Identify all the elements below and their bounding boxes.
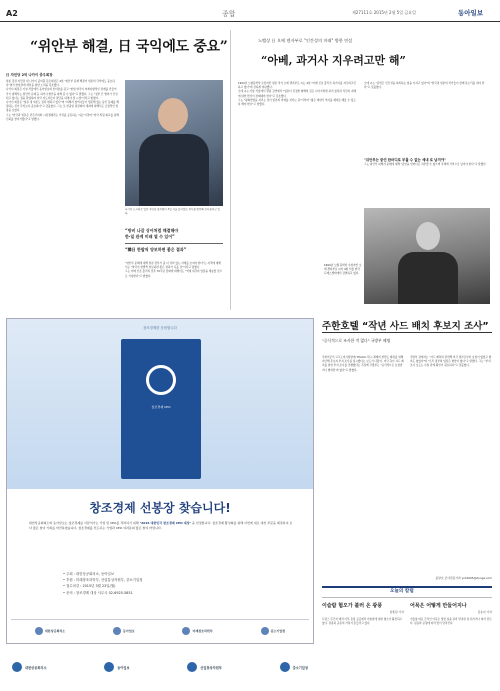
emblem-icon bbox=[146, 365, 176, 395]
sponsor-name: 대한상공회의소 bbox=[25, 665, 47, 670]
pull-quote-line: 한·일 관계 미래 열 수 있어” bbox=[125, 233, 175, 239]
list-item: • 문의 : 창조경제 대상 사무국 02-6925-5851 bbox=[63, 590, 133, 595]
paragraph: 그는 위안부 피해자 문제에 대해 "증언을 한마디로 치부할 수 없으며 후세에 기억으로 남겨야 한다"고 말했다. bbox=[364, 163, 487, 166]
sponsor-logo bbox=[12, 662, 47, 672]
advertisement bbox=[6, 318, 314, 644]
divider bbox=[125, 243, 223, 244]
ad-details-list bbox=[63, 571, 283, 596]
sponsor-logo bbox=[182, 627, 212, 635]
paragraph: 1994년 노벨문학상 수상자인 일본 작가 오에 겐자부로 씨는 4일 "아베 신조 총리가 과거사를 지우려고만 하고 있다"며 강하게 비판했다. bbox=[238, 82, 356, 90]
sponsor-name: 대한상공회의소 bbox=[44, 628, 66, 633]
paragraph: 일본 집권 자민당 대 나카이 중의원 원로회장은 4일 "위안부 문제 해결이 일본의 국익에도 중요하다"면서 한일관계 개선을 위한 노력을 강조했다. bbox=[6, 80, 115, 88]
photo-caption: 1994년 노벨 문학상 수상자인 오에 겐자부로 씨가 4일 서울 한국프레스센터에서 강연하고 있다. bbox=[324, 264, 362, 275]
sponsor-name: 중소기업청 bbox=[292, 665, 308, 670]
article2-column-1 bbox=[238, 82, 356, 107]
sponsor-logo bbox=[113, 627, 135, 635]
pull-quote bbox=[125, 228, 223, 252]
article3-headline: 주한호텔 “작년 사드 배치 후보지 조사” bbox=[322, 321, 489, 332]
pull-quote-line: “방비 나갈 상어처럼 해결해야 bbox=[125, 228, 179, 233]
ad-banner bbox=[7, 319, 313, 489]
paragraph: 오에 씨는 "문학은 인간성을 회복하는 힘을 가지고 있다"며 "한국과 일본의 작가들이 함께 목소리를 내야 한다"고 덧붙였다. bbox=[364, 82, 485, 90]
sponsor-icon bbox=[187, 662, 197, 672]
column2-title: 어묵은 어떻게 만들어지나 bbox=[410, 603, 467, 609]
sponsor-name: 산업통상자원부 bbox=[200, 665, 222, 670]
sponsor-icon bbox=[35, 627, 43, 635]
paragraph: 국방부 관계자는 "사드 배치와 관련해 미국 정부로부터 요청이 없었고 협의도 없었다"며 "우리 정부의 입장은 변함이 없다"고 말했다. 그는 "부지 조사 보도는 사실 관계 확인이 필요하다"고 덧붙였다. bbox=[410, 356, 492, 368]
column-section-label: 오늘의 칼럼 bbox=[390, 589, 414, 594]
ad-intro: 대한상공회의소와 동아일보는 창조경제를 이끌어가는 기업 및 CEO를 격려하기 위해 bbox=[29, 521, 139, 525]
sponsor-logo bbox=[261, 627, 286, 635]
divider bbox=[322, 332, 492, 333]
sponsor-name: 동아일보 bbox=[117, 665, 130, 670]
sponsor-icon bbox=[12, 662, 22, 672]
paragraph: 나카이 회장은 이날 서울에서 동아일보와 인터뷰를 갖고 "한일 양국이 미래지향적인 관계를 만들어 가기 위해서는 위안부 문제 등 과거사 현안을 피해 갈 수 없다"고 말했다. 그는 "정부 간 협의가 진전되고 있다는 점을 환영하며 양국 지도자들이 결단을 내려야 할 시점"이라고 밝혔다. bbox=[6, 88, 118, 100]
article2-subhead-block bbox=[364, 158, 490, 167]
article3-column-1 bbox=[322, 356, 404, 373]
emblem-caption: 창조경제 CEO bbox=[151, 405, 171, 409]
article1-column-1 bbox=[6, 80, 119, 122]
article2-kicker: 노벨상 日 오에 겐자부로 "인간성의 미래" 방한 연설 bbox=[258, 38, 353, 43]
sponsor-icon bbox=[261, 627, 269, 635]
paragraph: 나카이 회장은 "일본 내 여론도 점차 변하고 있다"며 "피해자 할머니들이 생존해 있는 동안 문제를 해결하는 것이 무엇보다 중요하다"고 덧붙였다. 그는 또 한중일 정상회의 개최에 대해서도 긍정적인 입장을 보였다. bbox=[6, 101, 119, 113]
column1-body: 프랑스 주간지 테러 이후 유럽 곳곳에서 이슬람에 대한 혐오가 확산되고 있다. 관용과 공존의 가치가 흔들리고 있다. bbox=[322, 618, 403, 626]
article1-headline: “위안부 해결, 日 국익에도 중요” bbox=[30, 39, 228, 55]
sponsor-strip bbox=[6, 648, 314, 686]
list-item: • 접수마감 : 2015년 3월 23일(월) bbox=[63, 584, 116, 589]
ad-intro-2: 을 선정합니다. 창조경제 활성화를 위해 이번에 새로 대상 부문을 제정하여 보다 많은 참여 기회를 마련하였습니다. 창조경제를 선도하는 기업과 CEO 여러분의 많은 참여 바랍니다. bbox=[29, 521, 293, 530]
sponsor-icon bbox=[104, 662, 114, 672]
article1-column-2 bbox=[125, 262, 223, 279]
sponsor-icon bbox=[182, 627, 190, 635]
sponsor-icon bbox=[280, 662, 290, 672]
paragraph: 그는 "평화헌법을 지키는 것이 일본의 미래를 지키는 길"이라며 "젊은 세대가 역사를 제대로 배울 수 있도록 해야 한다"고 말했다. bbox=[238, 98, 356, 107]
paragraph: 그는 "한국과 일본은 민주주의와 시장경제라는 가치를 공유하는 이웃"이라며 "양국 의원 외교를 통해 신뢰를 쌓아가겠다"고 말했다. bbox=[6, 113, 119, 121]
masthead-logo: 동아일보 bbox=[458, 9, 484, 17]
article3-byline: 윤상호 군사전문기자 ysh1005@donga.com bbox=[435, 576, 492, 580]
section-name: 종합 bbox=[222, 10, 236, 18]
article2-headline: “아베, 과거사 지우려고만 해” bbox=[261, 54, 406, 67]
sponsor-name: 미래창조과학부 bbox=[192, 628, 213, 633]
article2-portrait-photo bbox=[364, 208, 490, 304]
ad-top-label: 창조경제를 응원합니다 bbox=[143, 326, 177, 330]
article3-column-2 bbox=[410, 356, 492, 369]
list-item: • 후원 : 미래창조과학부, 산업통상자원부, 중소기업청 bbox=[63, 578, 143, 583]
paragraph: "위안부 문제에 대해 일본 정부가 좀 더 성의 있는 자세를 보여야 한다"는 지적에 대해서는 "양국이 한발씩 양보하면 좋은 결과가 나올 것"이라고 답했다. bbox=[125, 262, 221, 270]
pull-quote-line: “韓日 한발씩 양보하면 좋은 결과” bbox=[125, 246, 187, 252]
list-item: • 주최 : 대한상공회의소, 동아일보 bbox=[63, 572, 115, 576]
ad-emblem-card bbox=[121, 339, 201, 479]
sponsor-logo bbox=[104, 662, 129, 672]
ad-sponsor-row bbox=[11, 619, 309, 641]
sponsor-logo bbox=[280, 662, 308, 672]
ad-headline: 창조경제 선봉장 찾습니다! bbox=[89, 501, 231, 515]
article1-portrait-photo bbox=[125, 80, 223, 206]
column2-body: 겨울철 대표 간식인 어묵은 생선 살을 갈아 반죽한 뒤 튀기거나 쪄서 만든다. 원료와 공정에 따라 맛이 달라진다. bbox=[410, 618, 492, 626]
page-header bbox=[0, 0, 500, 22]
ad-body bbox=[29, 521, 293, 531]
column1-title: 이슬람 혐오가 불러 온 광풍 bbox=[322, 603, 383, 609]
page-number: A2 bbox=[6, 9, 18, 18]
article3-subhead: "공식적으로 조사한 적 없다" 국방부 해명 bbox=[322, 338, 391, 343]
sponsor-icon bbox=[113, 627, 121, 635]
ad-award-name: "2015 대한민국 창조경제 CEO 대상" bbox=[139, 521, 192, 525]
sponsor-logo bbox=[187, 662, 222, 672]
column1-author: 임종원 기자 bbox=[389, 610, 404, 614]
paragraph: 오에 씨는 이날 서울에서 열린 강연에서 "일본이 진정한 화해의 길로 나아가려면 과거 침략과 식민지 지배에 대한 반성이 전제돼야 한다"고 강조했다. bbox=[238, 90, 356, 98]
paragraph: 주한미군이 고고도미사일방어(THAAD·사드) 체계의 한반도 배치를 위해 지난해 후보지 부지 조사를 실시했다는 보도가 나왔다. 미국 측이 사드 배치를 위한 부지 조사를 진행했다는 주장에 국방부는 "공식적으로 요청받거나 협의한 바 없다"고 밝혔다. bbox=[322, 356, 404, 372]
sponsor-name: 동아일보 bbox=[123, 628, 135, 633]
article2-subhead: "위안부는 증언 한마디로 부를 수 없는 세대 로 남겨야" bbox=[364, 158, 446, 162]
column2-author: 김송아 기자 bbox=[477, 610, 492, 614]
dateline: 제27111호 2015년 2월 5일 금요일 bbox=[352, 10, 416, 15]
sponsor-logo bbox=[35, 627, 65, 635]
paragraph: 그는 아베 신조 총리의 전후 70주년 담화에 대해서도 "역대 내각의 입장을 계승할 것으로 기대한다"고 밝혔다. bbox=[125, 270, 223, 278]
column-divider bbox=[230, 30, 231, 310]
sponsor-name: 중소기업청 bbox=[270, 628, 286, 633]
article2-column-2 bbox=[364, 82, 490, 90]
photo-caption: 나카이 도시히로 일본 자민당 중의원이 4일 서울 동아일보 본사를 방문해 인터뷰하고 있다. bbox=[125, 208, 220, 215]
article1-subhead: 日 자민당 2억 나카이 중우회장 bbox=[6, 73, 53, 77]
